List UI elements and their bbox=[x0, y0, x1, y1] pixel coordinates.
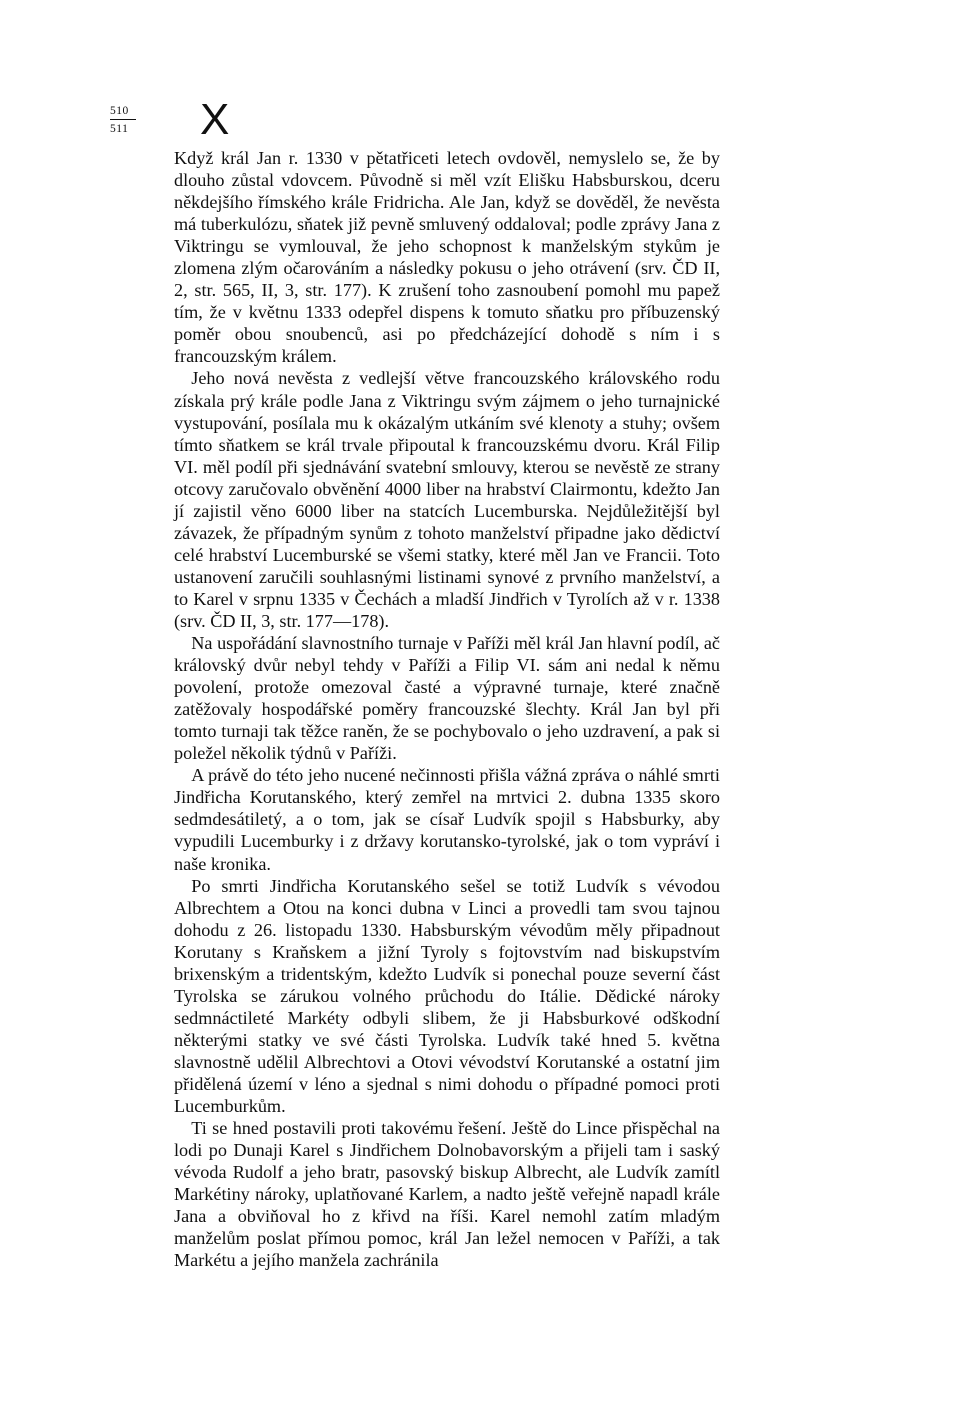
paragraph: Po smrti Jindřicha Korutanského sešel se totiž Ludvík s vévodou Albrechtem a Otou na konci dubna v Linci a provedli tam svou tajnou dohodu z 26. listopadu 1330. Habsburským vévodům měly připadnout Korutany s Kraňskem a jižní Tyroly s fojtovstvím nad biskupstvím brixenským a tridentským, kdežto Ludvík si ponechal pouze severní část Tyrolska se zárukou volného průchodu do Itálie. Dědické nároky sedmnáctileté Markéty odbyli slibem, že ji Habsburkové odškodní některými statky ve své části Tyrolska. Ludvík také hned 5. května slavnostně udělil Albrechtovi a Otovi vévodství Korutanské a ostatní jim přidělená území v léno a sjednal s nimi dohodu o případné pomoci proti Lucemburkům. bbox=[174, 875, 720, 1117]
paragraph: Ti se hned postavili proti takovému řešení. Ještě do Lince přispěchal na lodi po Dunaji Karel s Jindřichem Dolnobavorským a přijeli tam i saský vévoda Rudolf a jeho bratr, pasovský biskup Albrecht, ale Ludvík zamítl Markétiny nároky, uplatňované Karlem, a nadto ještě veřejně napadl krále Jana a obviňoval ho z křivd na říši. Karel nemohl zatím mladým manželům poslat přímou pomoc, král Jan ležel nemocen v Paříži, a tak Markétu a jejího manžela zachránila bbox=[174, 1118, 720, 1271]
page-number-second: 511 bbox=[110, 123, 129, 136]
page-number-first: 510 bbox=[110, 104, 136, 120]
paragraph: Jeho nová nevěsta z vedlejší větve francouzského královského rodu získala prý krále podle Jana z Viktringu svým zájmem o jeho turnajnické vystupování, posílala mu k okázalým utkáním své klenoty a stuhy; ovšem tímto sňatkem se král trvale připoutal k francouzskému dvoru. Král Filip VI. měl podíl při sjednávání svatební smlouvy, kterou se nevěstě ze strany otcovy zaručovalo obvěnění 4000 liber na hrabství Clairmontu, kdežto Jan jí zajistil věno 6000 liber na statcích Lucemburska. Nejdůležitější byl závazek, že případným synům z tohoto manželství připadne jako dědictví celé hrabství Lucemburské se všemi statky, které měl Jan ve Francii. Toto ustanovení zaručili souhlasnými listinami synové z prvního manželství, a to Karel v srpnu 1335 v Čechách a mladší Jindřich v Tyrolích až v r. 1338 (srv. ČD II, 3, str. 177—178). bbox=[174, 368, 720, 631]
paragraph: Na uspořádání slavnostního turnaje v Paříži měl král Jan hlavní podíl, ač královský dvůr nebyl tehdy v Paříži a Filip VI. sám ani nedal k němu povolení, protože omezoval časté a výpravné turnaje, které značně zatěžovaly hospodářské poměry francouzské šlechty. Král Jan byl při tomto turnaji tak těžce raněn, že se pochybovalo o jeho uzdravení, a pak si poležel několik týdnů v Paříži. bbox=[174, 633, 720, 764]
paragraph: Když král Jan r. 1330 v pětatřiceti letech ovdověl, nemyslelo se, že by dlouho zůstal vdovcem. Původně si měl vzít Elišku Habsburskou, dceru někdejšího římského krále Fridricha. Ale Jan, když se dověděl, že nevěsta má tuberkulózu, sňatek již pevně smluvený oddaloval; podle zprávy Jana z Viktringu se vymlouval, že jeho schopnost k manželským stykům je zlomena zlým očarováním a následky pokusu o jeho otrávení (srv. ČD II, 2, str. 565, II, 3, str. 177). K zrušení toho zasnoubení pomohl mu papež tím, že v květnu 1333 odepřel dispens k tomuto sňatku pro příbuzenský poměr obou snoubenců, asi po předcházející dohodě s ním i s francouzským králem. bbox=[174, 148, 720, 367]
body-text bbox=[174, 147, 720, 1271]
paragraph: A právě do této jeho nucené nečinnosti přišla vážná zpráva o náhlé smrti Jindřicha Korutanského, který zemřel na mrtvici 2. dubna 1335 skoro sedmdesátiletý, a o tom, jak se císař Ludvík spojil s Habsburky, aby vypudili Lucemburky i z državy korutansko-tyrolské, jak o tom vypráví i naše kronika. bbox=[174, 765, 720, 874]
chapter-heading: X bbox=[200, 95, 230, 144]
page-number-range bbox=[110, 104, 136, 137]
